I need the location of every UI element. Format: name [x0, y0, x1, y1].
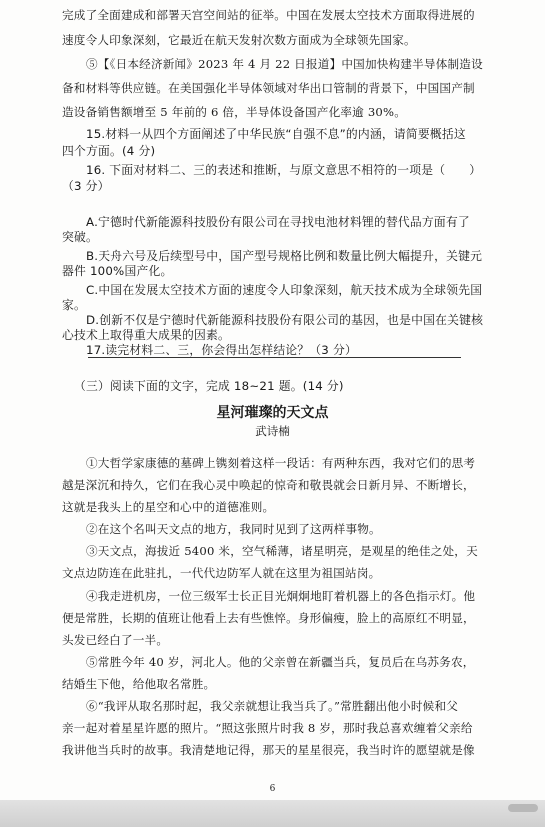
article-title: 星河璀璨的天文点 [216, 405, 329, 421]
article-line: ④我走进机房，一位三级军士长正目光炯炯地盯着机器上的各色指示灯。他 [86, 589, 476, 603]
question-line: 四个方面。(4 分) [62, 144, 156, 158]
section-header: （三）阅读下面的文字，完成 18~21 题。(14 分) [74, 379, 344, 393]
article-line: 亲一起对着星星许愿的照片。“照这张照片时我 8 岁，那时我总喜欢缠着父亲给 [62, 721, 473, 735]
article-line: ①大哲学家康德的墓碑上镌刻着这样一段话：有两种东西，我对它们的思考 [86, 456, 476, 470]
passage-line: ⑤【《日本经济新闻》2023 年 4 月 22 日报道】中国加快构建半导体制造设 [86, 57, 483, 71]
passage-line: 速度令人印象深刻，它最近在航天发射次数方面成为全球领先国家。 [62, 33, 416, 47]
question-line: （3 分） [62, 179, 110, 193]
article-line: 便是常胜，长期的值班让他看上去有些憔悴。身形偏瘦，脸上的高原红不明显， [62, 611, 475, 625]
article-line: ③天文点，海拔近 5400 米，空气稀薄，诸星明亮，是观星的绝佳之处，天 [86, 544, 478, 558]
article-line: 这就是我头上的星空和心中的道德准则。 [62, 500, 275, 514]
page-number: 6 [269, 784, 276, 794]
article-line: 文点边防连在此驻扎，一代代边防军人就在这里为祖国站岗。 [62, 566, 381, 580]
question-line: 15.材料一从四个方面阐述了中华民族“自强不息”的内涵，请简要概括这 [86, 127, 466, 141]
question-line: 16. 下面对材料二、三的表述和推断，与原文意思不相符的一项是（ ） [86, 163, 482, 177]
passage-line: 造设备销售额增至 5 年前的 6 倍，半导体设备国产化率逾 30%。 [62, 105, 406, 119]
option-d-cont: 心技术上取得重大成果的因素。 [62, 328, 230, 342]
article-line: ②在这个名叫天文点的地方，我同时见到了这两样事物。 [86, 522, 381, 536]
article-line: 结婚生下他，给他取名常胜。 [62, 677, 216, 691]
option-b-cont: 器件 100%国产化。 [62, 264, 173, 278]
article-line: 我讲他当兵时的故事。我清楚地记得，那天的星星很亮，我当时许的愿望就是像 [62, 743, 475, 757]
passage-line: 备和材料等供应链。在美国强化半导体领域对华出口管制的背景下，中国国产制 [62, 81, 475, 95]
answer-rule [88, 357, 461, 358]
article-line: ⑤常胜今年 40 岁，河北人。他的父亲曾在新疆当兵，复员后在乌苏务农， [86, 655, 475, 669]
option-d: D.创新不仅是宁德时代新能源科技股份有限公司的基因，也是中国在关键核 [86, 313, 484, 327]
scrollbar-thumb[interactable] [508, 804, 538, 812]
article-line: 越是深沉和持久，它们在我心灵中唤起的惊奇和敬畏就会日新月异、不断增长， [62, 478, 475, 492]
option-a-cont: 突破。 [62, 230, 98, 244]
article-line: ⑥“我评从取名那时起，我父亲就想让我当兵了。”常胜翻出他小时候和父 [86, 699, 459, 713]
viewer-bottom-bar [0, 800, 545, 827]
article-author: 武诗楠 [255, 424, 290, 438]
passage-line: 完成了全面建成和部署天宫空间站的征举。中国在发展太空技术方面取得进展的 [62, 8, 475, 22]
article-line: 头发已经白了一半。 [62, 633, 169, 647]
option-c-cont: 家。 [62, 298, 86, 312]
option-b: B.天舟六号及后续型号中，国产型号规格比例和数量比例大幅提升，关键元 [86, 249, 483, 263]
option-c: C.中国在发展太空技术方面的速度令人印象深刻，航天技术成为全球领先国 [86, 283, 483, 297]
option-a: A.宁德时代新能源科技股份有限公司在寻找电池材料锂的替代品方面有了 [86, 215, 470, 229]
question-17: 17.读完材料二、三，你会得出怎样结论？（3 分） [86, 343, 357, 357]
